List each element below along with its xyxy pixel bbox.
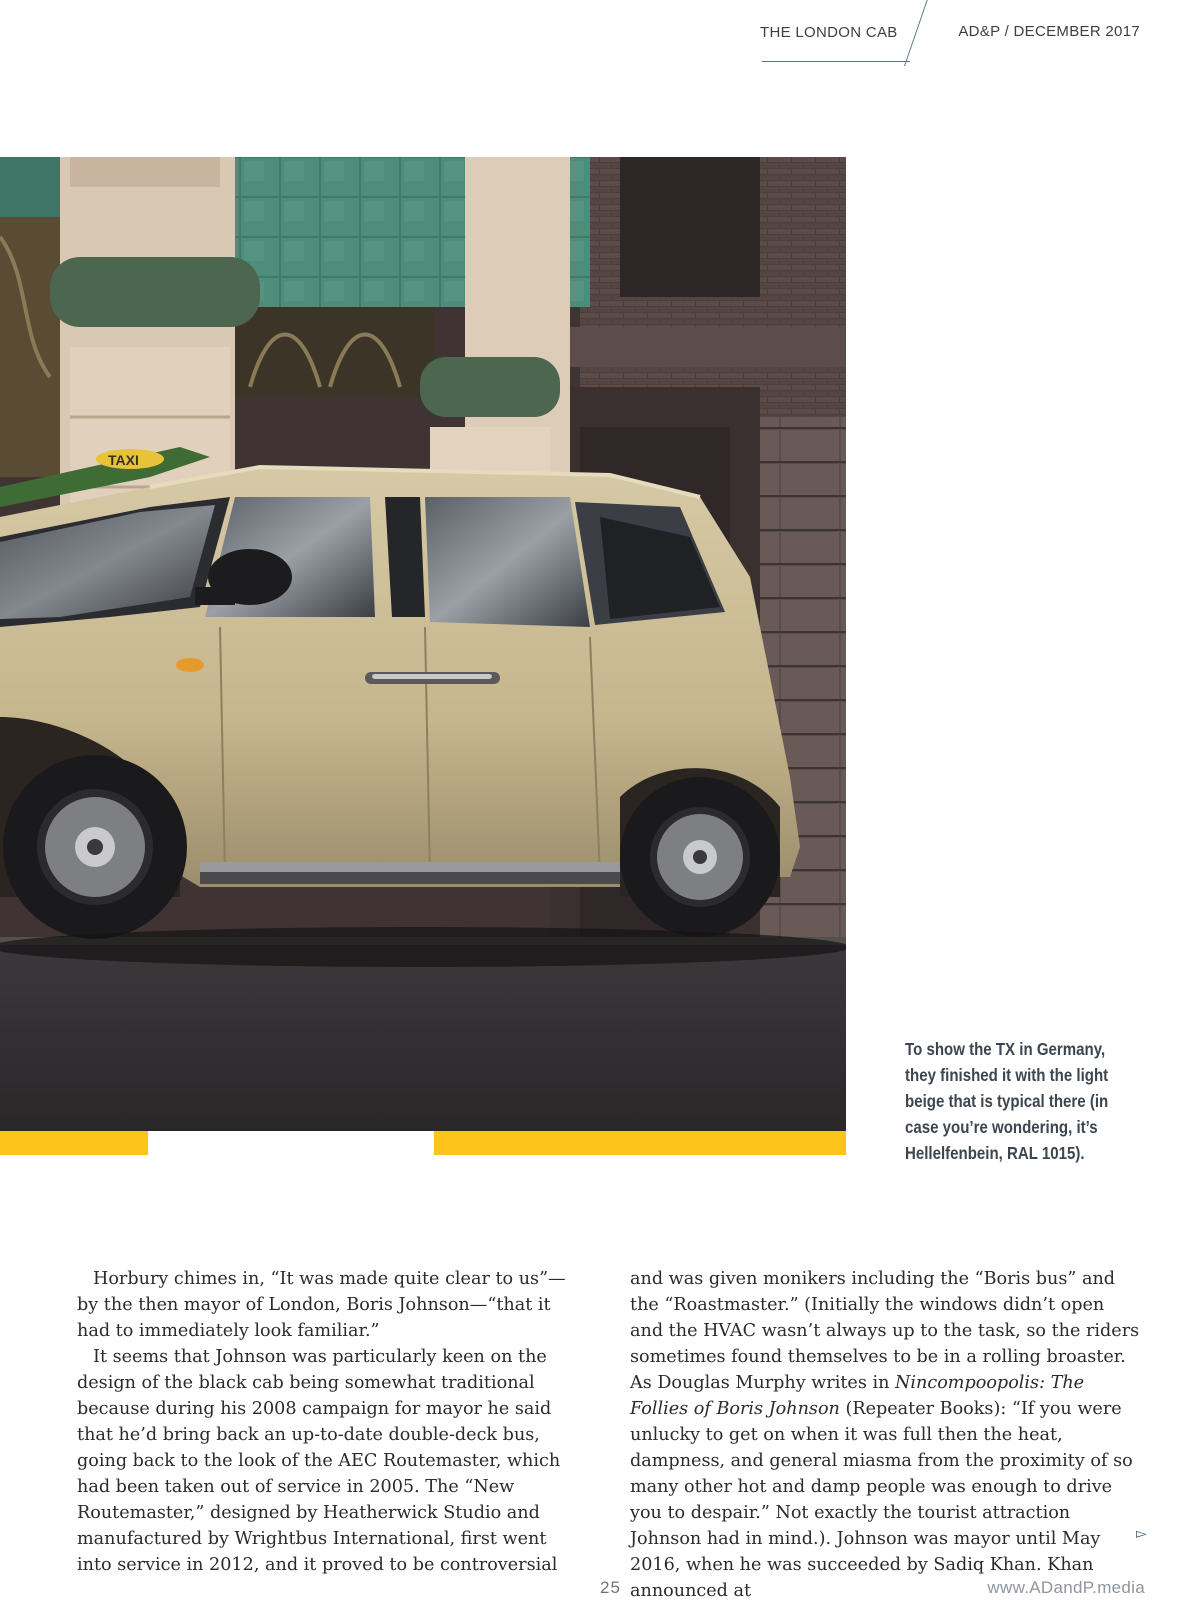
header-rule [762,61,910,62]
accent-bar-right [434,1131,846,1155]
website-link[interactable]: www.ADandP.media [987,1578,1145,1597]
body-text: (Repeater Books): “If you were unlucky to get on when it was full then the heat, dampness, and general miasma from the proximity of so many other hot and damp people was enough to drive you to despair.” Not exactly the tourist attraction Johnson had in mind.). Johnson was mayor until May 2016, when he was succeeded by Sadiq Khan. Khan announced at [630,1399,1133,1601]
body-paragraph: It seems that Johnson was particularly keen on the design of the black cab being somewhat traditional because during his 2008 campaign for mayor he said that he’d bring back an up-to-date double-deck bus, going back to the look of the AEC Routemaster, which had been taken out of service in 2005. The “New Routemaster,” designed by Heatherwick Studio and manufactured by Wrightbus International, first went into service in 2012, and it proved to be controversial [77,1347,561,1575]
taxi-roof-sign: TAXI [108,452,139,468]
body-text: and was given monikers including the “Boris bus” and the “Roastmaster.” (Initially the windows didn’t open and the HVAC wasn’t always up to the task, so the riders sometimes found themselves to be in a rolling broaster. As Douglas Murphy writes in [630,1269,1140,1393]
taxi-photo [0,157,846,1131]
body-paragraph [630,1266,1140,1604]
running-header-issue: AD&P / DECEMBER 2017 [958,23,1140,40]
header-slash-divider [904,0,928,66]
body-paragraph: Horbury chimes in, “It was made quite clear to us”—by the then mayor of London, Boris Johnson—“that it had to immediately look familiar.” [77,1269,566,1341]
running-header-section: THE LONDON CAB [760,24,898,41]
photo-caption: To show the TX in Germany, they finished it with the light beige that is typical there (in case you’re wondering, it’s Hellelfenbein, RAL 1015). [905,1039,1109,1163]
continue-arrow-icon: ▻ [1136,1526,1147,1542]
page-number: 25 [600,1578,621,1597]
accent-bar-left [0,1131,148,1155]
book-title: Nincompoopolis: The Follies of Boris Johnson [630,1373,1085,1419]
body-column-left [77,1266,572,1578]
body-column-right [630,1266,1140,1604]
